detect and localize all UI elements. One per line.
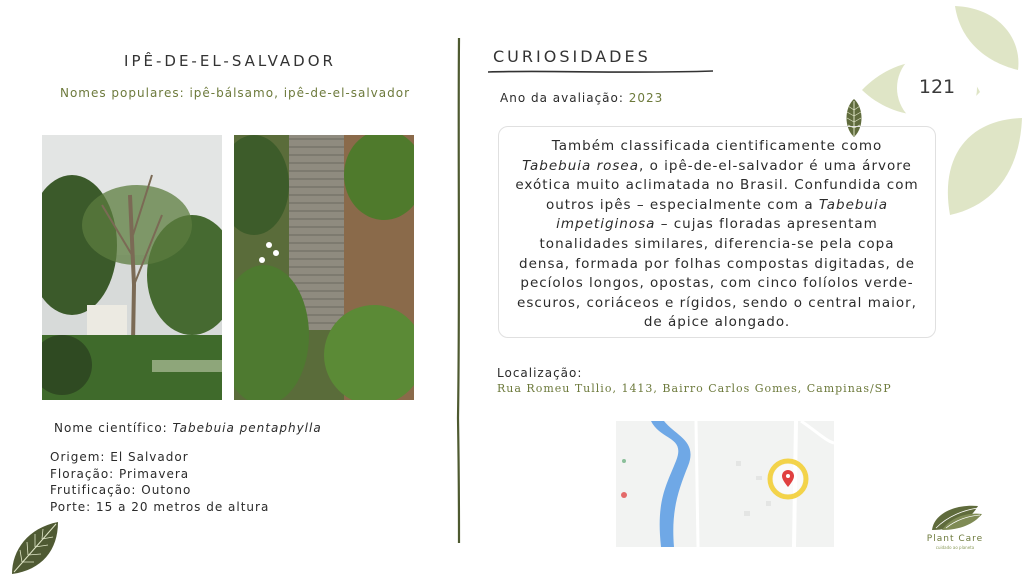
location-map[interactable] xyxy=(616,421,834,547)
popular-names: Nomes populares: ipê-bálsamo, ipê-de-el-salvador xyxy=(59,86,411,100)
curiosity-card: Também classificada cientificamente como Tabebuia rosea, o ipê-de-el-salvador é uma árvore exótica muito aclimatada no Brasil. Confundida com outros ipês – especialmente com a Tabebuia impetiginosa – cujas floradas apresentam tonalidades similares, diferencia-se pela copa densa, formada por folhas compostas digitadas, de pecíolos longos, opostas, com cinco folíolos verde-escuros, coriáceos e rígidos, sendo o central maior, de ápice alongado. xyxy=(498,126,936,338)
fact-size: Porte: 15 a 20 metros de altura xyxy=(50,499,270,514)
page-title: IPÊ-DE-EL-SALVADOR xyxy=(124,52,336,70)
location-label: Localização: xyxy=(497,366,583,380)
assessment-year: Ano da avaliação: 2023 xyxy=(500,91,664,105)
location-address: Rua Romeu Tullio, 1413, Bairro Carlos Gomes, Campinas/SP xyxy=(497,382,892,395)
section-heading: CURIOSIDADES xyxy=(493,47,651,66)
page-number: 121 xyxy=(918,76,956,98)
fact-origin: Origem: El Salvador xyxy=(50,450,189,464)
page-divider xyxy=(455,38,463,543)
logo-name: Plant Care xyxy=(926,534,984,544)
fact-fruiting: Frutificação: Outono xyxy=(50,483,192,497)
heading-underline xyxy=(488,68,713,76)
tree-photo xyxy=(42,135,222,400)
scientific-name: Nome científico: Tabebuia pentaphylla xyxy=(54,421,322,435)
trunk-photo xyxy=(234,135,414,400)
fact-flowering: Floração: Primavera xyxy=(50,466,190,481)
facts-list xyxy=(50,449,269,515)
leaf-icon-bottom-left xyxy=(8,520,60,576)
logo-tagline: cuidado ao planeta xyxy=(935,545,975,550)
